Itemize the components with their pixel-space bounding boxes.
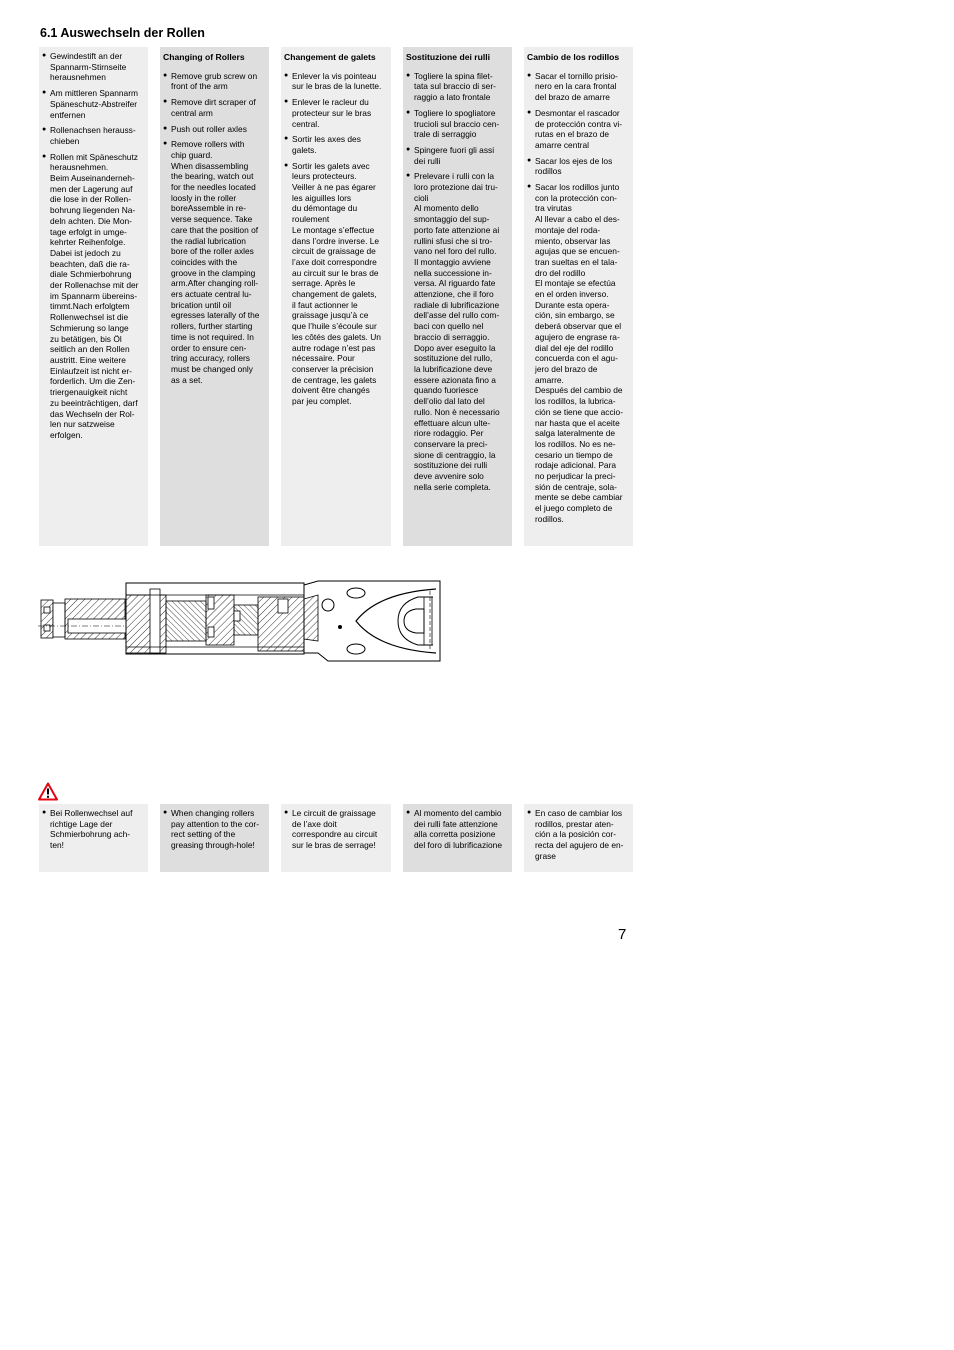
list-item: ● Rollenachsen herauss- chieben — [42, 125, 146, 146]
column-heading: Sostituzione dei rulli — [406, 52, 491, 62]
warning-german — [39, 804, 148, 872]
list-item: ● Remove rollers with chip guard. When disassembling the bearing, watch out for the needles located loosly in the roller boreAssemble in re- verse sequence. Take care that the position of the radial lubrication bore of the roller axles coincides with the groove in the clamping arm.After changing roll- ers actuate central lu- brication until oil egresses laterally of the rollers, further starting time is not required. In order to ensure cen- tring accuracy, rollers must be changed only as a set. — [163, 139, 267, 385]
column-italian — [403, 47, 512, 546]
warning-spanish — [524, 804, 633, 872]
column-items — [406, 71, 510, 493]
technical-drawing — [38, 575, 444, 672]
warning-items — [527, 808, 631, 862]
list-item: ● Gewindestift an der Spannarm-Stirnseite herausnehmen — [42, 51, 146, 83]
list-item: ● Desmontar el rascador de protección contra vi- rutas en el brazo de amarre central — [527, 108, 631, 151]
list-item: ● Enlever le racleur du protecteur sur le bras central. — [284, 97, 389, 129]
warning-triangle-icon — [38, 782, 58, 806]
column-english — [160, 47, 269, 546]
column-german — [39, 47, 148, 546]
list-item: ● Sacar los rodillos junto con la protección con- tra virutas Al llevar a cabo el des- montaje del roda- miento, observar las agujas que se encuen- tran sueltas en el tala- dro del rodillo El montaje se efectúa en el orden inverso. Durante esta opera- ción, sin embargo, se deberá observar que el agujero de engrase ra- dial del eje del rodillo concuerda con el agu- jero del brazo de amarre. Después del cambio de los rodillos, la lubrica- ción se tiene que accio- nar hasta que el aceite salga lateralmente de los rodillos. No es ne- cesario un tiempo de rodaje adicional. Para no perjudicar la preci- sión de centraje, sola- mente se debe cambiar el juego completo de rodillos. — [527, 182, 631, 525]
section-title: 6.1 Auswechseln der Rollen — [40, 26, 205, 40]
column-spanish — [524, 47, 633, 546]
column-heading: Changement de galets — [284, 52, 376, 62]
column-items — [42, 51, 146, 441]
warning-french — [281, 804, 391, 872]
list-item: ● Sacar el tornillo prisio- nero en la cara frontal del brazo de amarre — [527, 71, 631, 103]
warning-english — [160, 804, 269, 872]
warning-items — [42, 808, 146, 851]
list-item: ● Rollen mit Späneschutz herausnehmen. Beim Auseinanderneh- men der Lagerung auf die lose in der Rollen- bohrung liegenden Na- deln achten. Die Mon- tage erfolgt in umge- kehrter Reihenfolge. Dabei ist jedoch zu beachten, daß die ra- diale Schmierbohrung der Rollenachse mit der im Spannarm übereins- timmt.Nach erfolgtem Rollenwechsel ist die Schmierung so lange zu betätigen, bis Öl seitlich an den Rollen austritt. Eine weitere Einlaufzeit ist nicht er- forderlich. Um die Zen- triergenauigkeit nicht zu beeinträchtigen, darf das Wechseln der Rol- len nur satzweise erfolgen. — [42, 152, 146, 441]
list-item: ● Togliere la spina filet- tata sul braccio di ser- raggio a lato frontale — [406, 71, 510, 103]
warning-text: ● Al momento del cambio dei rulli fate attenzione alla corretta posizione del foro di lubrificazione — [406, 808, 510, 851]
list-item: ● Remove dirt scraper of central arm — [163, 97, 267, 118]
column-heading: Changing of Rollers — [163, 52, 245, 62]
list-item: ● Togliere lo spogliatore trucioli sul braccio cen- trale di serraggio — [406, 108, 510, 140]
warning-items — [284, 808, 389, 851]
list-item: ● Sortir les axes des galets. — [284, 134, 389, 155]
warning-text: ● Le circuit de graissage de l’axe doit correspondre au circuit sur le bras de serrage! — [284, 808, 389, 851]
page-number: 7 — [618, 926, 627, 943]
list-item: ● Enlever la vis pointeau sur le bras de la lunette. — [284, 71, 389, 92]
warning-text: ● En caso de cambiar los rodillos, prestar aten- ción a la posición cor- recta del agujero de en- grase — [527, 808, 631, 862]
list-item: ● Spingere fuori gli assi dei rulli — [406, 145, 510, 166]
column-items — [527, 71, 631, 525]
warning-italian — [403, 804, 512, 872]
column-items — [163, 71, 267, 386]
clamping-arm-section-diagram — [38, 575, 444, 667]
list-item: ● Am mittleren Spannarm Späneschutz-Abstreifer entfernen — [42, 88, 146, 120]
list-item: ● Push out roller axles — [163, 124, 267, 135]
warning-items — [406, 808, 510, 851]
list-item: ● Sacar los ejes de los rodillos — [527, 156, 631, 177]
warning-text: ● When changing rollers pay attention to the cor- rect setting of the greasing through-hole! — [163, 808, 267, 851]
list-item: ● Sortir les galets avec leurs protecteurs. Veiller à ne pas égarer les aiguilles lors du démontage du roulement Le montage s’effectue dans l’ordre inverse. Le circuit de graissage de l’axe doit correspondre au circuit sur le bras de serrage. Après le changement de galets, il faut actionner le graissage jusqu’à ce que l’huile s’écoule sur les côtés des galets. Un autre rodage n’est pas nécessaire. Pour conserver la précision de centrage, les galets doivent être changés par jeu complet. — [284, 161, 389, 407]
warning-items — [163, 808, 267, 851]
column-items — [284, 71, 389, 407]
column-heading: Cambio de los rodillos — [527, 52, 620, 62]
list-item: ● Prelevare i rulli con la loro protezione dai tru- cioli Al momento dello smontaggio del sup- porto fate attenzione ai rullini sfusi che si tro- vano nel foro del rullo. Il montaggio avviene nella successione in- versa. Al riguardo fate attenzione, che il foro radiale di lubrificazione dell’asse del rullo com- baci con quello nel braccio di serraggio. Dopo aver eseguito la sostituzione del rullo, la lubrificazione deve essere azionata fino a quando fuoriesce dell’olio dal lato del rullo. Non è necessario effettuare alcun ulte- riore rodaggio. Per conservare la preci- sione di centraggio, la sostituzione dei rulli deve avvenire solo nella serie completa. — [406, 171, 510, 492]
warning-text: ● Bei Rollenwechsel auf richtige Lage der Schmierbohrung ach- ten! — [42, 808, 146, 851]
column-french — [281, 47, 391, 546]
list-item: ● Remove grub screw on front of the arm — [163, 71, 267, 92]
